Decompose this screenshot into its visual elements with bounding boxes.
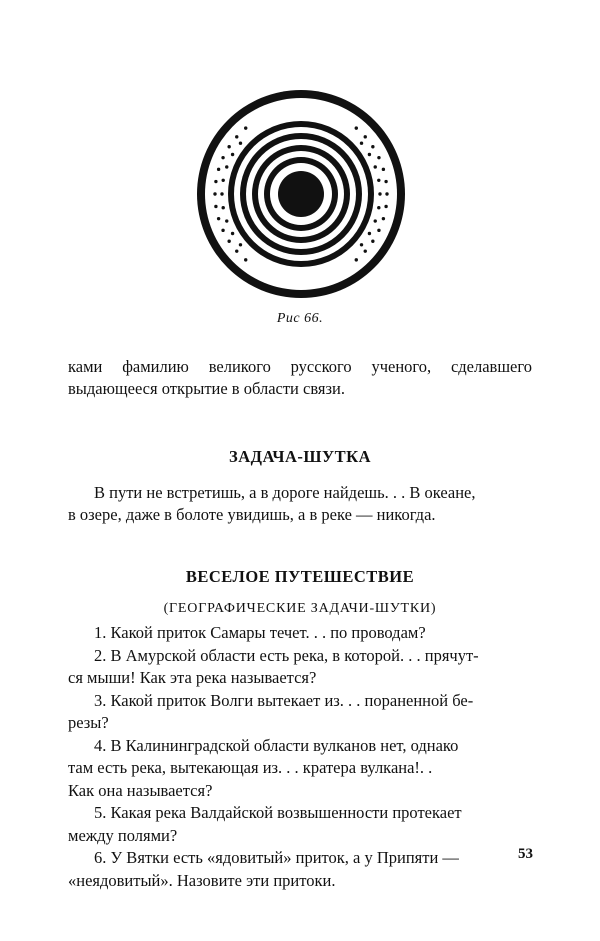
ring-dot (377, 229, 380, 232)
ring-dot (371, 240, 374, 243)
task-line: резы? (68, 713, 109, 732)
task-line: 5. Какая река Валдайской возвышенности протекает (94, 803, 462, 822)
ring-dot (239, 142, 242, 145)
task-line: 3. Какой приток Волги вытекает из. . . пораненной бе- (94, 690, 474, 710)
intro-paragraph (68, 356, 532, 400)
ring-dot (227, 145, 230, 148)
task-line: 6. У Вятки есть «ядовитый» приток, а у Припяти — (94, 848, 459, 867)
ring-dot (382, 168, 385, 171)
joke-task-title: ЗАДАЧА-ШУТКА (228, 447, 372, 466)
ring-dot (217, 168, 220, 171)
ring-dot (368, 153, 371, 156)
ring-dot (225, 165, 228, 168)
ring-dot (364, 249, 367, 252)
ring-dot (221, 156, 224, 159)
ring-dot (374, 219, 377, 222)
ring-dot (385, 192, 388, 195)
task-line: 2. В Амурской области есть река, в которой. . . прячут- (94, 645, 479, 665)
ring-dot (377, 179, 380, 182)
ring-dot (360, 243, 363, 246)
ring-dot (239, 243, 242, 246)
ring-dot (360, 142, 363, 145)
ring-dot (227, 240, 230, 243)
task-line: между полями? (68, 825, 178, 845)
ring-dot (235, 135, 238, 138)
task-line: 4. В Калининградской области вулканов нет, однако (94, 735, 459, 755)
ring-dot (382, 217, 385, 220)
joke-task-line: В пути не встретишь, а в дороге найдешь. . . В океане, (94, 483, 476, 502)
ring-dot (222, 206, 225, 209)
task-line: там есть река, вытекающая из. . . кратера вулкана!. . (68, 758, 433, 777)
ring-dot (355, 126, 358, 129)
intro-line: выдающееся открытие в области связи. (68, 379, 345, 398)
ring-dot (231, 153, 234, 156)
ring-dot (368, 232, 371, 235)
ring-dot (364, 135, 367, 138)
figure-caption: Рис 66. (276, 311, 324, 326)
task-line: ся мыши! Как эта река называется? (68, 668, 317, 687)
intro-line: ками фамилию великого русского ученого, сделавшего (68, 357, 532, 376)
ring-dot (244, 126, 247, 129)
ring-dot (374, 165, 377, 168)
task-line: «неядовитый». Назовите эти притоки. (68, 870, 336, 890)
ring-dot (220, 192, 223, 195)
ring-dot (377, 206, 380, 209)
ring-dot (355, 258, 358, 261)
ring-dot (213, 192, 216, 195)
task-line: 1. Какой приток Самары течет. . . по проводам? (94, 623, 426, 642)
concentric-circles-figure (195, 88, 407, 300)
ring-dot (244, 258, 247, 261)
ring-dot (371, 145, 374, 148)
ring-dot (235, 249, 238, 252)
journey-subtitle: (ГЕОГРАФИЧЕСКИЕ ЗАДАЧИ-ШУТКИ) (163, 601, 437, 616)
joke-task-line: в озере, даже в болоте увидишь, а в реке — никогда. (68, 505, 436, 524)
ring-dot (378, 192, 381, 195)
ring-dot (225, 219, 228, 222)
concentric-circles-drawing (195, 88, 407, 300)
ring-dot (214, 180, 217, 183)
ring-dot (377, 156, 380, 159)
joke-task-paragraph (68, 482, 532, 526)
task-line: Как она называется? (68, 780, 213, 800)
ring-dot (214, 205, 217, 208)
journey-tasks (68, 622, 532, 892)
ring-dot (384, 180, 387, 183)
ring-dot (217, 217, 220, 220)
page-number: 53 (518, 846, 533, 862)
ring-dot (231, 232, 234, 235)
ring-dot (222, 179, 225, 182)
journey-title: ВЕСЕЛОЕ ПУТЕШЕСТВИЕ (185, 567, 415, 586)
ring-dot (384, 205, 387, 208)
ring-dot (221, 229, 224, 232)
